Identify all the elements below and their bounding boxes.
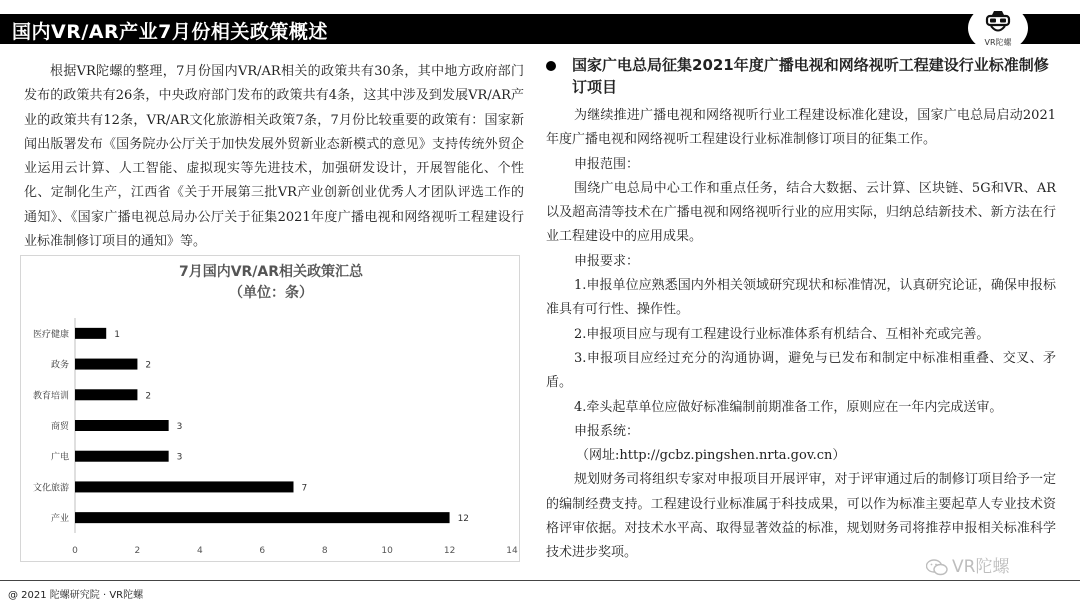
category-label: 政务 [50,360,69,371]
x-tick-label: 10 [381,546,393,556]
data-label: 3 [176,452,183,463]
bar [75,359,137,370]
data-label: 2 [145,360,152,371]
bar [75,389,137,400]
requirement-2: 2.申报项目应与现有工程建设行业标准体系有机结合、互相补充或完善。 [574,326,990,342]
requirement-3: 3.申报项目应经过充分的沟通协调，避免与已发布和制定中标准相重叠、交叉、矛盾。 [546,350,1056,391]
chart-title: 7月国内VR/AR相关政策汇总 [178,264,364,280]
data-label: 1 [114,329,120,340]
page-title: 国内VR/AR产业7月份相关政策概述 [12,21,328,43]
category-label: 医疗健康 [32,329,69,340]
notice-body [546,104,1056,566]
bar [75,481,294,492]
requirement-4: 4.牵头起草单位应做好标准编制前期准备工作，原则应在一年内完成送审。 [574,399,1003,415]
system-label: 申报系统： [574,423,640,439]
chart-subtitle: （单位：条） [229,285,313,301]
notice-intro: 为继续推进广播电视和网络视听行业工程建设标准化建设，国家广电总局启动2021年度广播电视和网络视听工程建设行业标准制修订项目的征集工作。 [546,108,1056,148]
category-label: 广电 [50,452,69,463]
logo-wordmark: VR陀螺 [984,38,1012,47]
category-label: 教育培训 [32,391,69,402]
wechat-icon [926,559,948,576]
policy-bar-chart [20,255,520,562]
footer-copyright: @ 2021 陀螺研究院 · VR陀螺 [8,590,144,601]
scope-text: 围绕广电总局中心工作和重点任务，结合大数据、云计算、区块链、5G和VR、AR以及超高清等技术在广播电视和网络视听行业的应用实际，归纳总结新技术、新方法在行业工程建设中的应用成果。 [546,180,1056,245]
watermark-text: VR陀螺 [952,557,1010,577]
summary-paragraph: 根据VR陀螺的整理，7月份国内VR/AR相关的政策共有30条，其中地方政府部门发布的政策共有26条，中央政府部门发布的政策共有4条，这其中涉及到发展VR/AR产业的政策共有12条，VR/AR文化旅游相关政策7条，7月份比较重要的政策有：国家新闻出版署发布《国务院办公厅关于加快发展外贸新业态新模式的意见》支持传统外贸企业运用云计算、人工智能、虚拟现实等先进技术，加强研发设计，开展智能化、个性化、定制化生产，江西省《关于开展第三批VR产业创新创业优秀人才团队评选工作的通知》、《国家广播电视总局办公厅关于征集2021年度广播电视和网络视听工程建设行业标准制修订项目的通知》等。 [24,64,524,250]
scope-label: 申报范围： [574,156,640,172]
bullet-icon [546,61,556,71]
bar [75,328,106,339]
watermark [926,552,1009,577]
data-label: 3 [176,422,183,432]
x-tick-label: 8 [321,546,328,556]
closing-paragraph: 规划财务司将组织专家对申报项目开展评审，对于评审通过后的制修订项目给予一定的编制经费支持。工程建设行业标准属于科技成果，可以作为标准主要起草人专业技术资格评审依据。对技术水平高、取得显著效益的标准，规划财务司将推荐申报相关标准科学技术进步奖项。 [546,472,1056,561]
requirement-1: 1.申报单位应熟悉国内外相关领域研究现状和标准情况，认真研究论证，确保申报标准具有可行性、操作性。 [546,278,1056,318]
footer-divider [0,580,1080,581]
bar [75,420,169,431]
x-tick-label: 6 [259,546,266,556]
data-label: 12 [457,514,470,525]
notice-title: 国家广电总局征集2021年度广播电视和网络视听工程建设行业标准制修订项目 [572,56,1049,96]
title-bar [0,14,1080,44]
x-tick-label: 12 [443,546,456,556]
brand-logo [968,4,1028,52]
x-tick-label: 0 [72,546,78,556]
bar [75,451,169,462]
category-label: 文化旅游 [32,483,69,494]
x-tick-label: 14 [506,546,518,556]
x-tick-label: 2 [134,546,141,556]
data-label: 2 [145,391,152,402]
x-tick-label: 4 [196,546,203,556]
vr-glasses-icon [983,8,1013,38]
category-label: 商贸 [50,422,69,432]
bar [75,512,450,523]
requirements-label: 申报要求： [574,253,640,269]
system-url: （网址:http://gcbz.pingshen.nrta.gov.cn） [576,448,846,464]
data-label: 7 [301,483,308,494]
category-label: 产业 [50,514,69,525]
